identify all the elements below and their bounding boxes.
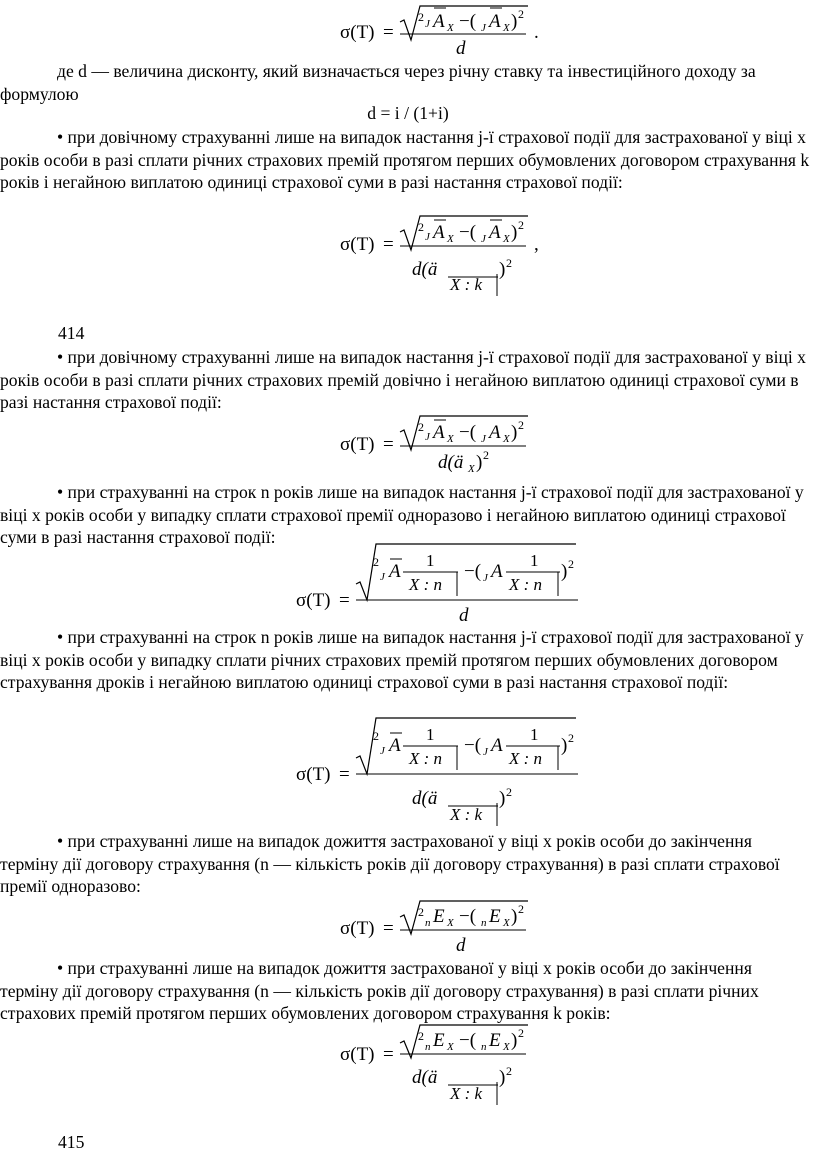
svg-text:=: =: [383, 434, 394, 455]
svg-text:n: n: [481, 1041, 487, 1053]
svg-text:d(ä: d(ä: [412, 259, 438, 280]
svg-text:): ): [561, 735, 568, 756]
svg-text:−(: −(: [459, 422, 477, 443]
equals-sign: =: [383, 22, 394, 43]
svg-text:): ): [499, 788, 506, 809]
svg-text:2: 2: [568, 731, 574, 745]
svg-text:): ): [511, 11, 518, 32]
paragraph-term-single-premium: • при страхуванні на строк n років лише на випадок настання j-ї страхової події для застрахованої у віці x років особи у випадку сплати страхової премії одноразово і негайною виплатою одиниці страхової суми в разі настання страхової події:: [0, 482, 804, 548]
svg-text:−(: −(: [459, 1030, 477, 1051]
svg-text:A: A: [489, 422, 501, 443]
paragraph-term-k-premiums: • при страхуванні на строк n років лише на випадок настання j-ї страхової події для застрахованої у віці x років особи у випадку сплати річних страхових премій протягом перших обумовлених договором страхування дроків і негайною виплатою одиниці страхової суми в разі настання страхової події:: [0, 627, 804, 693]
svg-text:=: =: [383, 918, 394, 939]
svg-text:1: 1: [426, 725, 435, 744]
page-number-414: 414: [58, 323, 85, 343]
svg-text:=: =: [339, 590, 350, 611]
svg-text:d(ä: d(ä: [412, 1067, 438, 1088]
svg-text:2: 2: [373, 555, 379, 569]
paragraph-whole-life-lifetime-premiums: • при довічному страхуванні лише на випадок настання j-ї страхової події для застрахованої у віці x років особи в разі сплати річних страхових премій довічно і негайною виплатою одиниці страхової суми в разі настання страхової події:: [0, 347, 806, 413]
svg-text:=: =: [383, 1044, 394, 1065]
paragraph-endowment-single: • при страхуванні лише на випадок дожиття застрахованої у віці x років особи до закінчення терміну дії договору страхування (n — кількість років дії договору страхування) в разі сплати страхової премії одноразово:: [0, 831, 780, 897]
svg-text:2: 2: [418, 10, 424, 24]
svg-text:): ): [511, 422, 518, 443]
svg-text:J: J: [380, 571, 385, 583]
svg-text:E: E: [489, 1030, 501, 1051]
svg-text:X : n: X : n: [409, 749, 443, 768]
svg-text:X : k: X : k: [450, 275, 483, 294]
svg-text:J: J: [481, 433, 486, 445]
svg-text:d: d: [456, 38, 466, 59]
svg-text:1: 1: [530, 551, 539, 570]
page-number-415: 415: [58, 1132, 85, 1152]
svg-text:1: 1: [426, 551, 435, 570]
svg-text:d(ä: d(ä: [412, 788, 438, 809]
svg-text:σ(T): σ(T): [340, 918, 375, 939]
svg-text:X: X: [503, 1041, 510, 1053]
svg-text:A: A: [433, 422, 445, 443]
svg-text:J: J: [481, 233, 486, 245]
svg-text:2: 2: [506, 1064, 512, 1078]
svg-text:n: n: [481, 917, 487, 929]
svg-text:2: 2: [373, 729, 379, 743]
svg-text:2: 2: [518, 1026, 524, 1040]
paragraph-endowment-k-premiums: • при страхуванні лише на випадок дожиття застрахованої у віці x років особи до закінчення терміну дії договору страхування (n — кількість років дії договору страхування) в разі сплати річних страхових премій протягом перших обумовлених договором страхування k років:: [0, 958, 759, 1024]
svg-text:X : k: X : k: [450, 1084, 483, 1103]
svg-text:): ): [511, 222, 518, 243]
svg-text:σ(T): σ(T): [296, 590, 331, 611]
svg-text:σ(T): σ(T): [340, 1044, 375, 1065]
svg-text:E: E: [433, 1030, 445, 1051]
svg-text:2: 2: [506, 256, 512, 270]
svg-text:A: A: [489, 11, 501, 32]
svg-text:E: E: [433, 906, 445, 927]
svg-text:X : k: X : k: [450, 805, 483, 824]
svg-text:−(: −(: [459, 222, 477, 243]
svg-text:d(ä: d(ä: [438, 452, 464, 473]
svg-text:,: ,: [534, 234, 539, 255]
svg-text:2: 2: [483, 448, 489, 462]
paragraph-discount: де d — величина дисконту, який визначається через річну ставку та інвестиційного доходу за формулою: [0, 61, 756, 104]
svg-text:σ(T): σ(T): [296, 764, 331, 785]
svg-text:): ): [499, 259, 506, 280]
svg-text:2: 2: [418, 1029, 424, 1043]
svg-text:X: X: [503, 917, 510, 929]
svg-text:): ): [499, 1067, 506, 1088]
svg-text:d: d: [456, 935, 466, 956]
svg-text:n: n: [425, 1041, 431, 1053]
svg-text:J: J: [483, 572, 488, 584]
svg-text:2: 2: [568, 557, 574, 571]
svg-text:E: E: [489, 906, 501, 927]
svg-text:): ): [561, 561, 568, 582]
svg-text:A: A: [491, 735, 503, 756]
sigma-t-label: σ(T): [340, 22, 375, 43]
svg-text:2: 2: [418, 220, 424, 234]
svg-text:2: 2: [518, 902, 524, 916]
svg-text:−(: −(: [459, 11, 477, 32]
svg-text:X: X: [447, 433, 454, 445]
svg-text:−(: −(: [459, 906, 477, 927]
svg-text:X : n: X : n: [509, 749, 543, 768]
svg-text:A: A: [389, 735, 401, 756]
svg-text:d: d: [459, 605, 469, 626]
svg-text:J: J: [380, 745, 385, 757]
svg-text:J: J: [425, 18, 430, 30]
svg-text:X: X: [503, 433, 510, 445]
svg-text:A: A: [433, 222, 445, 243]
svg-text:2: 2: [418, 905, 424, 919]
svg-text:): ): [511, 1030, 518, 1051]
svg-text:X: X: [503, 233, 510, 245]
svg-text:1: 1: [530, 725, 539, 744]
svg-text:n: n: [425, 917, 431, 929]
svg-text:2: 2: [518, 7, 524, 21]
svg-text:σ(T): σ(T): [340, 434, 375, 455]
svg-text:=: =: [383, 234, 394, 255]
svg-text:A: A: [389, 561, 401, 582]
svg-text:A: A: [491, 561, 503, 582]
svg-text:A: A: [489, 222, 501, 243]
svg-text:−(: −(: [464, 735, 482, 756]
svg-text:J: J: [425, 231, 430, 243]
svg-text:J: J: [481, 22, 486, 34]
svg-text:−(: −(: [464, 561, 482, 582]
svg-text:X : n: X : n: [509, 575, 543, 594]
svg-text:σ(T): σ(T): [340, 234, 375, 255]
svg-text:.: .: [534, 22, 539, 43]
svg-text:X: X: [468, 463, 475, 475]
svg-text:X: X: [447, 22, 454, 34]
svg-text:2: 2: [518, 418, 524, 432]
svg-text:X: X: [447, 917, 454, 929]
svg-text:=: =: [339, 764, 350, 785]
discount-formula: d = i / (1+i): [367, 103, 449, 123]
svg-text:X: X: [447, 1041, 454, 1053]
paragraph-whole-life-k-years: • при довічному страхуванні лише на випадок настання j-ї страхової події для застрахованої у віці x років особи в разі сплати річних страхових премій протягом перших обумовлених договором страхування k років і негайною виплатою одиниці страхової суми в разі настання страхової події:: [0, 127, 810, 193]
svg-text:X : n: X : n: [409, 575, 443, 594]
svg-text:): ): [511, 906, 518, 927]
svg-text:): ): [476, 452, 483, 473]
svg-text:X: X: [447, 233, 454, 245]
svg-text:2: 2: [518, 218, 524, 232]
svg-text:J: J: [425, 431, 430, 443]
svg-text:J: J: [483, 746, 488, 758]
svg-text:A: A: [433, 11, 445, 32]
svg-text:X: X: [503, 22, 510, 34]
svg-text:2: 2: [418, 420, 424, 434]
svg-text:2: 2: [506, 785, 512, 799]
